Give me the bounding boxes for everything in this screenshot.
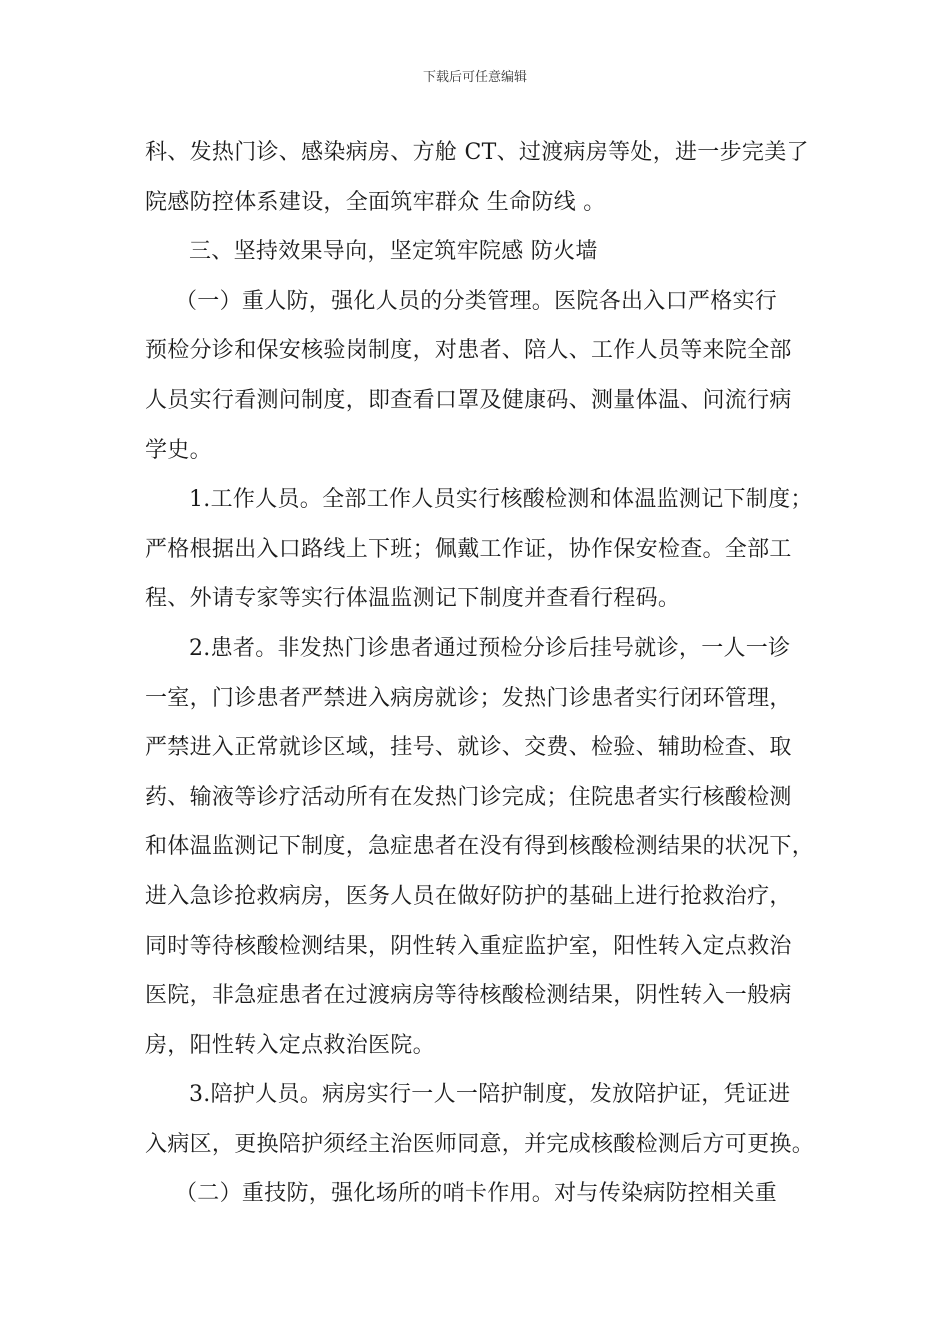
- text-line: 1.工作人员。全部工作人员实行核酸检测和体温监测记下制度；: [189, 487, 813, 513]
- text-line: （二）重技防，强化场所的哨卡作用。对与传染病防控相关重: [175, 1181, 778, 1207]
- text-line: 严禁进入正常就诊区域，挂号、就诊、交费、检验、辅助检查、取: [145, 735, 792, 761]
- text-line: 一室，门诊患者严禁进入病房就诊；发热门诊患者实行闭环管理，: [145, 685, 792, 711]
- page-header: 下载后可任意编辑: [422, 70, 527, 85]
- text-line: 入病区，更换陪护须经主治医师同意，并完成核酸检测后方可更换。: [145, 1131, 815, 1157]
- text-line: 预检分诊和保安核验岗制度，对患者、陪人、工作人员等来院全部: [145, 338, 792, 364]
- text-line: 院感防控体系建设，全面筑牢群众 生命防线 。: [145, 189, 606, 215]
- text-line: 3.陪护人员。病房实行一人一陪护制度，发放陪护证，凭证进: [189, 1082, 791, 1108]
- text-line: 医院，非急症患者在过渡病房等待核酸检测结果，阴性转入一般病: [145, 983, 792, 1009]
- text-line: 三、坚持效果导向，坚定筑牢院感 防火墙: [189, 239, 598, 265]
- text-line: 严格根据出入口路线上下班；佩戴工作证，协作保安检查。全部工: [145, 536, 792, 562]
- document-body: [145, 128, 825, 1219]
- text-line: 同时等待核酸检测结果，阴性转入重症监护室，阳性转入定点救治: [145, 933, 792, 959]
- text-line: （一）重人防，强化人员的分类管理。医院各出入口严格实行: [175, 288, 778, 314]
- text-line: 房，阳性转入定点救治医院。: [145, 1032, 435, 1058]
- text-line: 学史。: [145, 437, 212, 463]
- text-line: 进入急诊抢救病房，医务人员在做好防护的基础上进行抢救治疗，: [145, 883, 792, 909]
- text-line: 科、发热门诊、感染病房、方舱 CT、过渡病房等处，进一步完美了: [145, 140, 809, 165]
- text-line: 程、外请专家等实行体温监测记下制度并查看行程码。: [145, 586, 681, 612]
- text-line: 和体温监测记下制度，急症患者在没有得到核酸检测结果的状况下，: [145, 834, 815, 860]
- text-line: 2.患者。非发热门诊患者通过预检分诊后挂号就诊，一人一诊: [189, 635, 791, 661]
- text-line: 药、输液等诊疗活动所有在发热门诊完成；住院患者实行核酸检测: [145, 784, 792, 810]
- text-line: 人员实行看测问制度，即查看口罩及健康码、测量体温、问流行病: [145, 387, 792, 413]
